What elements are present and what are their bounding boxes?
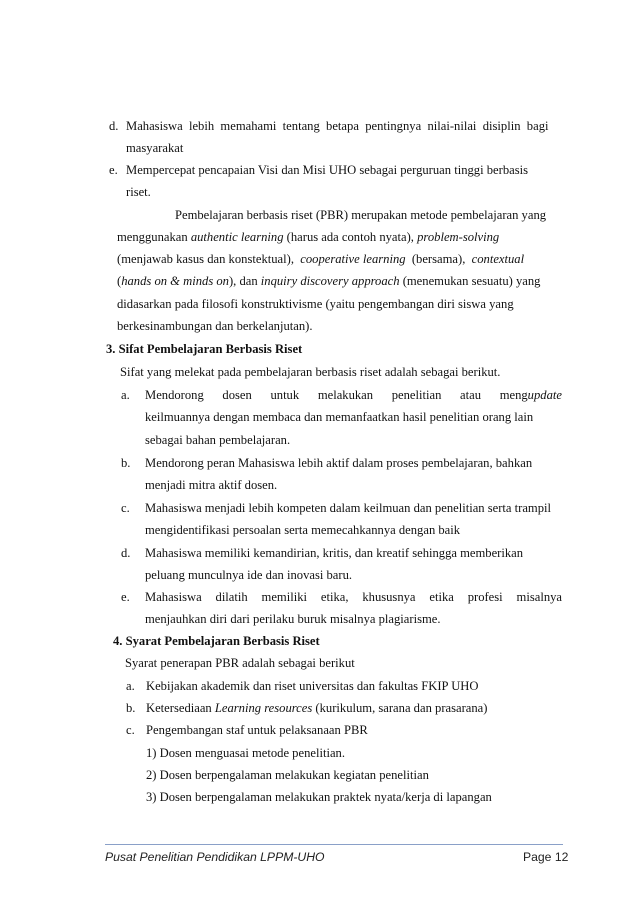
para-l3-c: (bersama),	[411, 252, 466, 266]
s3-item-b-line1: Mendorong peran Mahasiswa lebih aktif dalam proses pembelajaran, bahkan	[145, 456, 533, 470]
footer-rule	[105, 844, 563, 845]
s4-subitem-1: 1) Dosen menguasai metode penelitian.	[146, 746, 345, 760]
para-l4-c: ), dan	[228, 274, 261, 288]
para-l4-a: (	[117, 274, 122, 288]
s3-item-d-line2: peluang munculnya ide dan inovasi baru.	[145, 568, 353, 582]
paragraph-line-3	[117, 251, 524, 267]
s3-item-e-line2: menjauhkan diri dari perilaku buruk misalnya plagiarisme.	[145, 612, 441, 626]
list-label-e: e.	[109, 163, 118, 177]
s3-item-c-line1: Mahasiswa menjadi lebih kompeten dalam keilmuan dan penelitian serta trampil	[145, 501, 552, 515]
para-l4-e: (menemukan sesuatu) yang	[402, 274, 541, 288]
para-l3-b: cooperative learning	[300, 252, 406, 266]
s3-item-e-line1: Mahasiswa dilatih memiliki etika, khususnya etika profesi misalnya	[145, 590, 562, 604]
section-3-heading: 3. Sifat Pembelajaran Berbasis Riset	[106, 342, 303, 356]
list-label-d: d.	[109, 119, 119, 133]
para-l2-a: menggunakan	[117, 230, 188, 244]
s3-item-b-line2: menjadi mitra aktif dosen.	[145, 478, 278, 492]
paragraph-line-5: didasarkan pada filosofi konstruktivisme (yaitu pengembangan diri siswa yang	[117, 297, 514, 311]
section-3-intro: Sifat yang melekat pada pembelajaran berbasis riset adalah sebagai berikut.	[120, 365, 501, 379]
para-l3-a: (menjawab kasus dan konstektual),	[117, 252, 294, 266]
item-e-line2: riset.	[126, 185, 151, 199]
para-l2-b: authentic learning	[190, 230, 284, 244]
s4-label-c: c.	[126, 723, 135, 737]
s3-label-e: e.	[121, 590, 130, 604]
paragraph-line-2	[117, 229, 543, 245]
s4-item-c: Pengembangan staf untuk pelaksanaan PBR	[146, 723, 368, 737]
item-d-line2: masyarakat	[126, 141, 184, 155]
page-number: Page 12	[523, 850, 569, 864]
paragraph-line-4	[117, 273, 540, 289]
footer-title: Pusat Penelitian Pendidikan LPPM-UHO	[105, 850, 325, 864]
s3-label-a: a.	[121, 388, 130, 402]
para-l2-d: problem-solving	[417, 230, 500, 244]
s3-label-c: c.	[121, 501, 130, 515]
s3-item-d-line1: Mahasiswa memiliki kemandirian, kritis, dan kreatif sehingga memberikan	[145, 546, 524, 560]
section-4-intro: Syarat penerapan PBR adalah sebagai berikut	[125, 656, 355, 670]
item-d-line1: Mahasiswa lebih memahami tentang betapa pentingnya nilai-nilai disiplin bagi	[126, 119, 549, 133]
s3-item-a-line1: Mendorong dosen untuk melakukan penelitian atau mengupdate	[145, 388, 562, 402]
s4-label-b: b.	[126, 701, 136, 715]
s4-item-a: Kebijakan akademik dan riset universitas dan fakultas FKIP UHO	[146, 679, 479, 693]
s3-label-b: b.	[121, 456, 131, 470]
para-l4-b: hands on & minds on	[121, 274, 229, 288]
para-l2-c: (harus ada contoh nyata),	[286, 230, 414, 244]
s3-item-a-line2: keilmuannya dengan membaca dan memanfaatkan hasil penelitian orang lain	[145, 410, 534, 424]
s4-item-b: Ketersediaan Learning resources (kurikulum, sarana dan prasarana)	[146, 701, 488, 715]
paragraph-line-6: berkesinambungan dan berkelanjutan).	[117, 319, 313, 333]
s4-label-a: a.	[126, 679, 135, 693]
section-4-heading: 4. Syarat Pembelajaran Berbasis Riset	[113, 634, 320, 648]
paragraph-line-1: Pembelajaran berbasis riset (PBR) merupakan metode pembelajaran yang	[175, 208, 547, 222]
para-l4-d: inquiry discovery approach	[260, 274, 400, 288]
s4-subitem-3: 3) Dosen berpengalaman melakukan praktek nyata/kerja di lapangan	[146, 790, 492, 804]
s3-item-a-line3: sebagai bahan pembelajaran.	[145, 433, 291, 447]
para-l3-d: contextual	[471, 252, 525, 266]
s4-subitem-2: 2) Dosen berpengalaman melakukan kegiatan penelitian	[146, 768, 429, 782]
s3-item-c-line2: mengidentifikasi persoalan serta memecahkannya dengan baik	[145, 523, 461, 537]
s3-label-d: d.	[121, 546, 131, 560]
item-e-line1: Mempercepat pencapaian Visi dan Misi UHO sebagai perguruan tinggi berbasis	[126, 163, 529, 177]
